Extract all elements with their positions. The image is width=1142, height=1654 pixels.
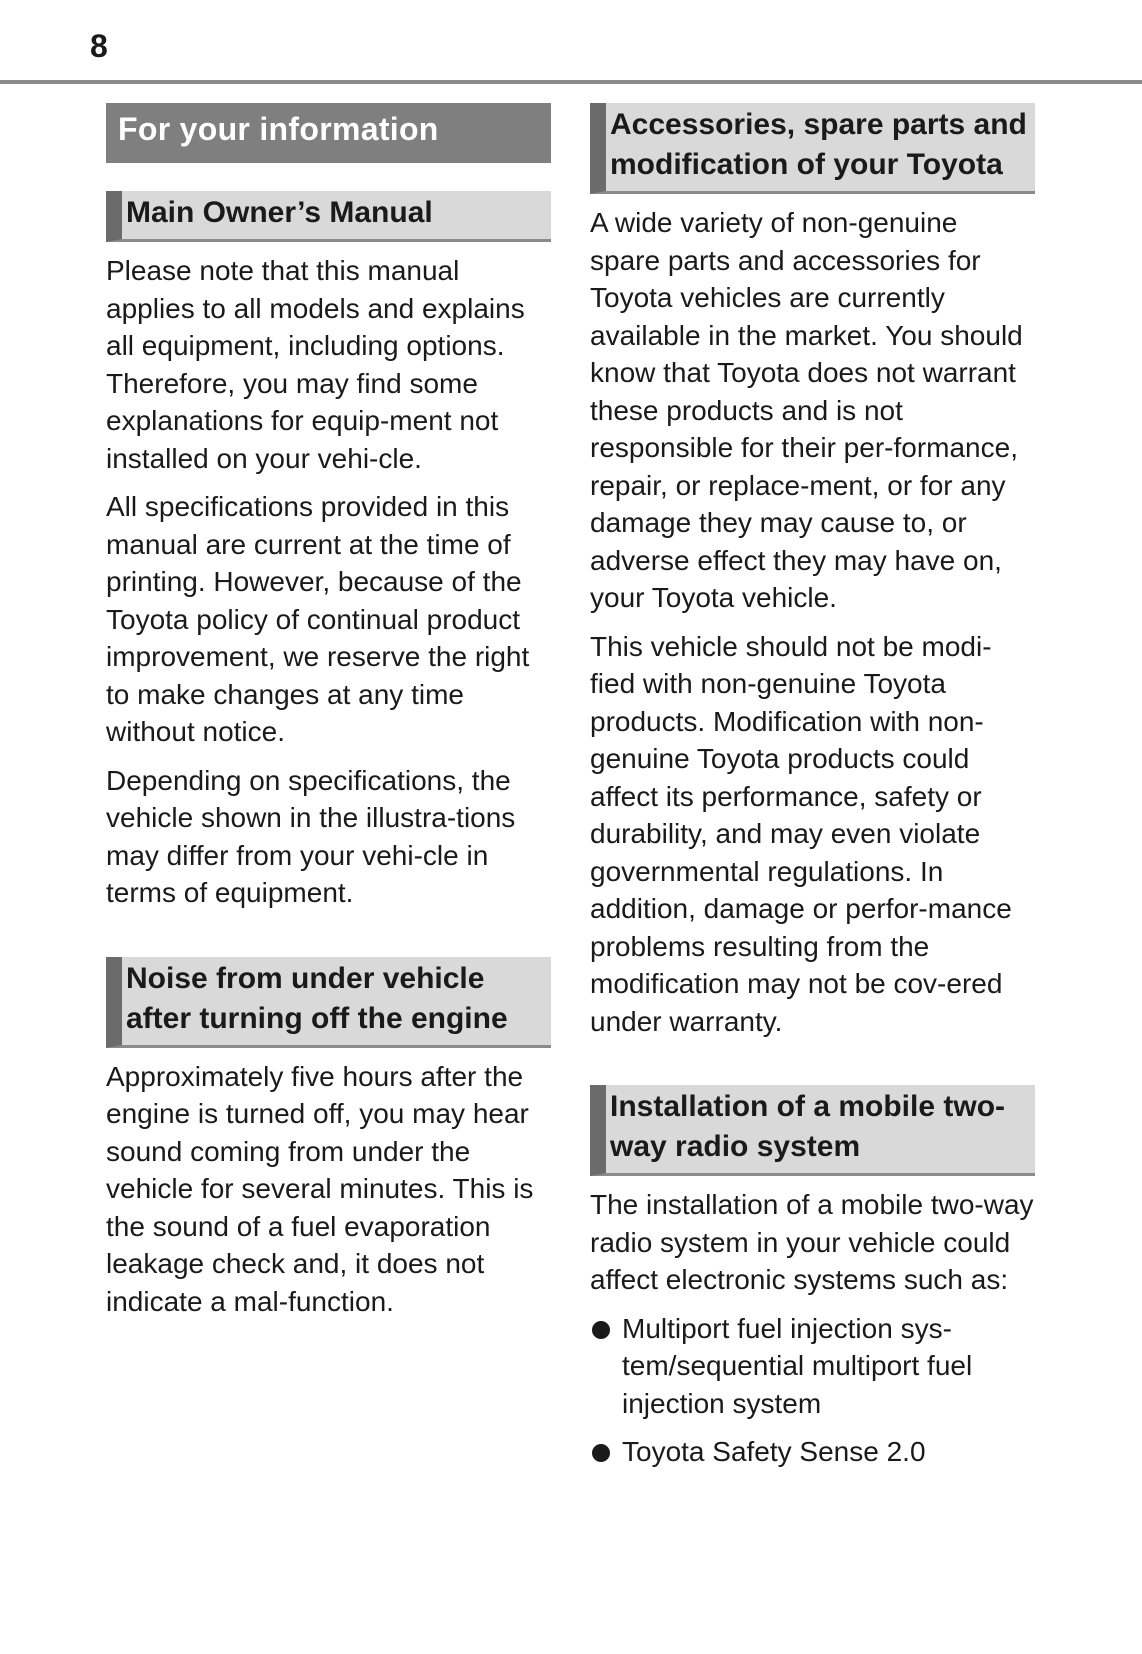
left-column: [106, 103, 551, 1331]
heading-main-owners-manual: Main Owner’s Manual: [106, 191, 551, 242]
paragraph: This vehicle should not be modi-fied with non-genuine Toyota products. Modification with non-genuine Toyota products could affect its performance, safety or durability, and may even violate governmental regulations. In addition, damage or perfor-mance problems resulting from the modification may not be cov-ered under warranty.: [590, 630, 1012, 1037]
section-banner: For your information: [106, 103, 551, 163]
list-item: [590, 1433, 1035, 1471]
paragraph: Approximately five hours after the engine is turned off, you may hear sound coming from under the vehicle for several minutes. This is the sound of a fuel evaporation leakage check and, it does not indicate a mal-function.: [106, 1060, 534, 1317]
paragraph: The installation of a mobile two-way radio system in your vehicle could affect electronic systems such as:: [590, 1189, 1034, 1295]
heading-mobile-two-way-radio: Installation of a mobile two-way radio system: [590, 1085, 1035, 1176]
list-item-text: Toyota Safety Sense 2.0: [622, 1436, 926, 1467]
paragraph: A wide variety of non-genuine spare parts and accessories for Toyota vehicles are currently available in the market. You should know that Toyota does not warrant these products and is not responsible for their per-formance, repair, or replace-ment, or for any damage they may cause to, or adverse effect they may have on, your Toyota vehicle.: [590, 207, 1023, 613]
paragraph: Please note that this manual applies to all models and explains all equipment, including options. Therefore, you may find some explanations for equip-ment not installed on your vehi-cle.: [106, 255, 525, 474]
right-column: [590, 103, 1035, 1482]
header-rule: [0, 80, 1142, 84]
bullet-icon: [590, 1442, 612, 1464]
list-item: [590, 1310, 1035, 1423]
paragraph: Depending on specifications, the vehicle shown in the illustra-tions may differ from your vehi-cle in terms of equipment.: [106, 764, 516, 908]
list-item-text: Multiport fuel injection sys-tem/sequential multiport fuel injection system: [622, 1312, 973, 1419]
heading-noise-from-under-vehicle: Noise from under vehicle after turning off the engine: [106, 957, 551, 1048]
heading-accessories-spare-parts: Accessories, spare parts and modification of your Toyota: [590, 103, 1035, 194]
page-number: 8: [90, 28, 108, 64]
bullet-icon: [590, 1319, 612, 1341]
paragraph: All specifications provided in this manual are current at the time of printing. However, because of the Toyota policy of continual product improvement, we reserve the right to make changes at any time without notice.: [106, 491, 530, 747]
